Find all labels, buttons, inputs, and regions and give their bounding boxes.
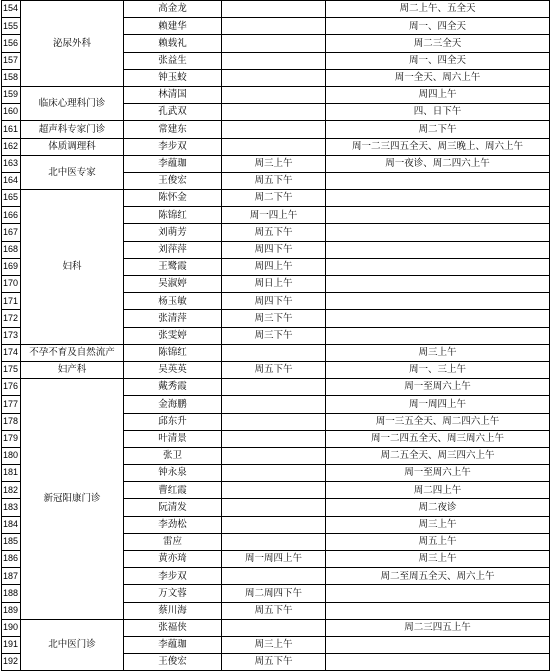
doctor-name-cell: 金海鹏 <box>124 396 222 413</box>
schedule-right-cell <box>326 172 550 189</box>
doctor-name-cell: 赖载礼 <box>124 35 222 52</box>
doctor-name-cell: 陈锦红 <box>124 344 222 361</box>
schedule-right-cell <box>326 636 550 653</box>
doctor-name-cell: 王俊宏 <box>124 172 222 189</box>
row-number-cell: 191 <box>2 636 21 653</box>
table-row <box>2 155 550 172</box>
doctor-name-cell: 赖建华 <box>124 18 222 35</box>
schedule-mid-cell: 周四上午 <box>222 258 326 275</box>
schedule-mid-cell <box>222 69 326 86</box>
doctor-name-cell: 雷应 <box>124 533 222 550</box>
schedule-body <box>2 1 550 671</box>
doctor-name-cell: 陈锦红 <box>124 207 222 224</box>
row-number-cell: 178 <box>2 413 21 430</box>
schedule-mid-cell: 周五下午 <box>222 172 326 189</box>
schedule-right-cell: 周一周四上午 <box>326 396 550 413</box>
schedule-mid-cell <box>222 52 326 69</box>
doctor-name-cell: 张卫 <box>124 447 222 464</box>
row-number-cell: 177 <box>2 396 21 413</box>
row-number-cell: 184 <box>2 516 21 533</box>
doctor-name-cell: 林清国 <box>124 86 222 103</box>
schedule-mid-cell: 周一周四上午 <box>222 551 326 568</box>
doctor-name-cell: 黄亦琦 <box>124 551 222 568</box>
schedule-mid-cell <box>222 86 326 103</box>
row-number-cell: 154 <box>2 1 21 18</box>
schedule-mid-cell <box>222 619 326 636</box>
table-row <box>2 121 550 138</box>
doctor-name-cell: 叶清景 <box>124 430 222 447</box>
table-row <box>2 361 550 378</box>
schedule-right-cell: 周二四上午 <box>326 482 550 499</box>
doctor-name-cell: 张清萍 <box>124 310 222 327</box>
doctor-name-cell: 张福侠 <box>124 619 222 636</box>
schedule-right-cell <box>326 241 550 258</box>
schedule-mid-cell: 周五下午 <box>222 602 326 619</box>
doctor-name-cell: 李蕴珈 <box>124 636 222 653</box>
row-number-cell: 182 <box>2 482 21 499</box>
schedule-right-cell: 周一、四全天 <box>326 52 550 69</box>
department-cell: 新冠阳康门诊 <box>21 379 124 620</box>
schedule-mid-cell: 周三下午 <box>222 327 326 344</box>
row-number-cell: 181 <box>2 465 21 482</box>
department-cell: 体质调理科 <box>21 138 124 155</box>
table-row <box>2 379 550 396</box>
doctor-name-cell: 张益生 <box>124 52 222 69</box>
doctor-name-cell: 戴秀霞 <box>124 379 222 396</box>
schedule-right-cell: 周三上午 <box>326 344 550 361</box>
schedule-right-cell: 周一夜诊、周二四六上午 <box>326 155 550 172</box>
schedule-right-cell: 周二上午、五全天 <box>326 1 550 18</box>
doctor-name-cell: 万文蓉 <box>124 585 222 602</box>
row-number-cell: 175 <box>2 361 21 378</box>
schedule-mid-cell <box>222 344 326 361</box>
schedule-right-cell <box>326 585 550 602</box>
row-number-cell: 168 <box>2 241 21 258</box>
doctor-name-cell: 高金龙 <box>124 1 222 18</box>
schedule-right-cell <box>326 224 550 241</box>
row-number-cell: 156 <box>2 35 21 52</box>
schedule-mid-cell: 周五下午 <box>222 654 326 671</box>
row-number-cell: 158 <box>2 69 21 86</box>
row-number-cell: 159 <box>2 86 21 103</box>
doctor-name-cell: 刘萍萍 <box>124 241 222 258</box>
schedule-mid-cell <box>222 104 326 121</box>
doctor-name-cell: 蔡川海 <box>124 602 222 619</box>
table-row <box>2 138 550 155</box>
schedule-mid-cell: 周四下午 <box>222 293 326 310</box>
doctor-name-cell: 曹红霞 <box>124 482 222 499</box>
schedule-mid-cell: 周五下午 <box>222 224 326 241</box>
row-number-cell: 164 <box>2 172 21 189</box>
doctor-name-cell: 钟永泉 <box>124 465 222 482</box>
doctor-name-cell: 李劲松 <box>124 516 222 533</box>
doctor-name-cell: 常建东 <box>124 121 222 138</box>
schedule-right-cell: 周二下午 <box>326 121 550 138</box>
schedule-mid-cell <box>222 379 326 396</box>
schedule-mid-cell <box>222 568 326 585</box>
table-row <box>2 190 550 207</box>
schedule-mid-cell <box>222 447 326 464</box>
schedule-right-cell: 周一至周六上午 <box>326 379 550 396</box>
schedule-mid-cell <box>222 35 326 52</box>
row-number-cell: 160 <box>2 104 21 121</box>
doctor-name-cell: 张雯婷 <box>124 327 222 344</box>
doctor-name-cell: 杨玉敏 <box>124 293 222 310</box>
schedule-right-cell: 周三上午 <box>326 551 550 568</box>
doctor-name-cell: 王俊宏 <box>124 654 222 671</box>
schedule-right-cell: 周二至周五全天、周六上午 <box>326 568 550 585</box>
row-number-cell: 172 <box>2 310 21 327</box>
schedule-right-cell <box>326 293 550 310</box>
schedule-right-cell <box>326 207 550 224</box>
table-row <box>2 619 550 636</box>
row-number-cell: 185 <box>2 533 21 550</box>
schedule-mid-cell <box>222 533 326 550</box>
doctor-name-cell: 李蕴珈 <box>124 155 222 172</box>
schedule-mid-cell: 周五下午 <box>222 361 326 378</box>
schedule-right-cell: 周一二四五全天、周三周六上午 <box>326 430 550 447</box>
schedule-right-cell: 周三上午 <box>326 516 550 533</box>
row-number-cell: 162 <box>2 138 21 155</box>
schedule-right-cell <box>326 276 550 293</box>
department-cell: 妇产科 <box>21 361 124 378</box>
schedule-mid-cell: 周一四上午 <box>222 207 326 224</box>
schedule-right-cell <box>326 190 550 207</box>
schedule-right-cell: 周二五全天、周三四六上午 <box>326 447 550 464</box>
schedule-mid-cell: 周日上午 <box>222 276 326 293</box>
schedule-right-cell: 周一、三上午 <box>326 361 550 378</box>
department-cell: 超声科专家门诊 <box>21 121 124 138</box>
doctor-name-cell: 刘萌芳 <box>124 224 222 241</box>
schedule-mid-cell <box>222 516 326 533</box>
row-number-cell: 190 <box>2 619 21 636</box>
doctor-name-cell: 吴英英 <box>124 361 222 378</box>
schedule-mid-cell <box>222 396 326 413</box>
row-number-cell: 165 <box>2 190 21 207</box>
row-number-cell: 189 <box>2 602 21 619</box>
department-cell: 临床心理科门诊 <box>21 86 124 120</box>
doctor-name-cell: 吴淑婷 <box>124 276 222 293</box>
schedule-mid-cell: 周二下午 <box>222 190 326 207</box>
row-number-cell: 166 <box>2 207 21 224</box>
row-number-cell: 188 <box>2 585 21 602</box>
schedule-mid-cell: 周三上午 <box>222 155 326 172</box>
schedule-right-cell: 周一、四全天 <box>326 18 550 35</box>
schedule-right-cell: 周四上午 <box>326 86 550 103</box>
schedule-right-cell: 周五上午 <box>326 533 550 550</box>
schedule-right-cell <box>326 310 550 327</box>
row-number-cell: 186 <box>2 551 21 568</box>
schedule-mid-cell <box>222 18 326 35</box>
schedule-mid-cell: 周四下午 <box>222 241 326 258</box>
schedule-right-cell <box>326 602 550 619</box>
schedule-mid-cell <box>222 413 326 430</box>
schedule-mid-cell: 周二周四下午 <box>222 585 326 602</box>
schedule-right-cell: 周二夜诊 <box>326 499 550 516</box>
doctor-name-cell: 李步双 <box>124 568 222 585</box>
schedule-right-cell: 周一至周六上午 <box>326 465 550 482</box>
schedule-mid-cell <box>222 1 326 18</box>
row-number-cell: 187 <box>2 568 21 585</box>
doctor-name-cell: 钟玉蛟 <box>124 69 222 86</box>
schedule-mid-cell <box>222 121 326 138</box>
row-number-cell: 176 <box>2 379 21 396</box>
row-number-cell: 174 <box>2 344 21 361</box>
schedule-mid-cell: 周三上午 <box>222 636 326 653</box>
schedule-mid-cell <box>222 430 326 447</box>
schedule-right-cell <box>326 654 550 671</box>
schedule-right-cell <box>326 258 550 275</box>
schedule-right-cell <box>326 327 550 344</box>
schedule-right-cell: 周一三五全天、周二四六上午 <box>326 413 550 430</box>
department-cell: 妇科 <box>21 190 124 345</box>
row-number-cell: 171 <box>2 293 21 310</box>
schedule-table <box>1 0 550 671</box>
department-cell: 泌尿外科 <box>21 1 124 87</box>
row-number-cell: 180 <box>2 447 21 464</box>
table-row <box>2 344 550 361</box>
table-row <box>2 1 550 18</box>
schedule-mid-cell <box>222 482 326 499</box>
doctor-name-cell: 孔武双 <box>124 104 222 121</box>
doctor-name-cell: 李步双 <box>124 138 222 155</box>
schedule-right-cell: 周一二三四五全天、周三晚上、周六上午 <box>326 138 550 155</box>
row-number-cell: 167 <box>2 224 21 241</box>
row-number-cell: 161 <box>2 121 21 138</box>
doctor-name-cell: 王鹭霞 <box>124 258 222 275</box>
schedule-right-cell: 周二三四五上午 <box>326 619 550 636</box>
schedule-mid-cell <box>222 465 326 482</box>
schedule-right-cell: 四、日下午 <box>326 104 550 121</box>
doctor-name-cell: 邱东升 <box>124 413 222 430</box>
schedule-mid-cell: 周三下午 <box>222 310 326 327</box>
schedule-right-cell: 周二三全天 <box>326 35 550 52</box>
schedule-right-cell: 周一全天、周六上午 <box>326 69 550 86</box>
department-cell: 北中医门诊 <box>21 619 124 671</box>
schedule-mid-cell <box>222 499 326 516</box>
row-number-cell: 183 <box>2 499 21 516</box>
doctor-name-cell: 阮清发 <box>124 499 222 516</box>
row-number-cell: 179 <box>2 430 21 447</box>
row-number-cell: 157 <box>2 52 21 69</box>
row-number-cell: 163 <box>2 155 21 172</box>
table-row <box>2 86 550 103</box>
department-cell: 北中医专家 <box>21 155 124 189</box>
row-number-cell: 170 <box>2 276 21 293</box>
row-number-cell: 155 <box>2 18 21 35</box>
department-cell: 不孕不育及自然流产 <box>21 344 124 361</box>
row-number-cell: 173 <box>2 327 21 344</box>
row-number-cell: 169 <box>2 258 21 275</box>
doctor-name-cell: 陈怀金 <box>124 190 222 207</box>
row-number-cell: 192 <box>2 654 21 671</box>
schedule-mid-cell <box>222 138 326 155</box>
